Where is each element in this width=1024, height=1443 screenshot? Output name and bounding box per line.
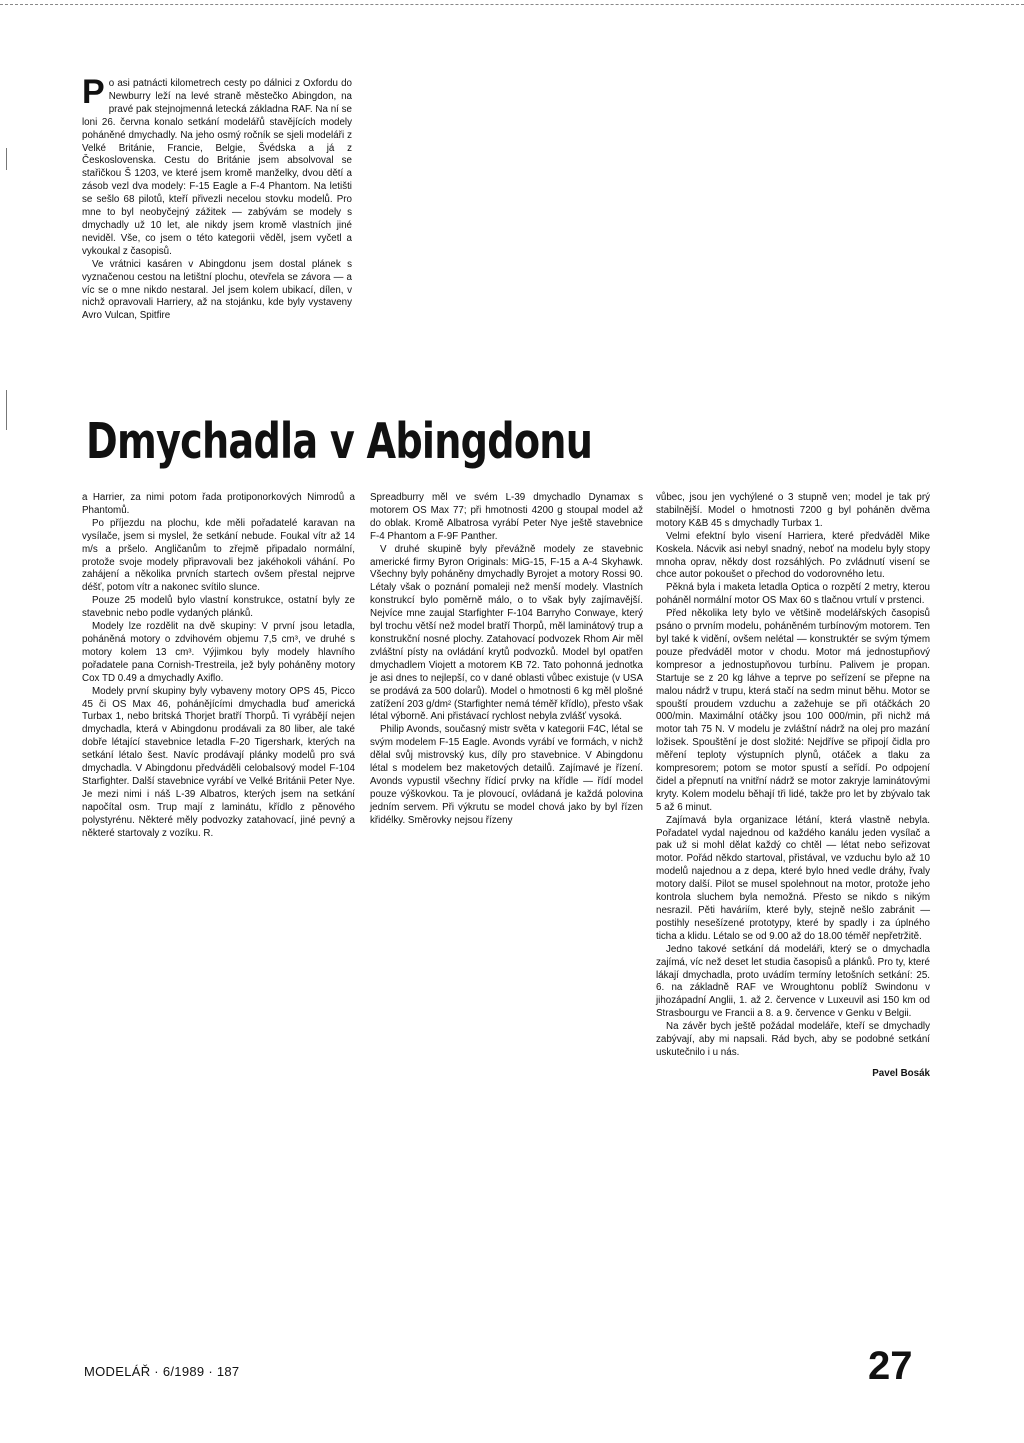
magazine-footer: MODELÁŘ · 6/1989 · 187 — [84, 1364, 240, 1379]
paragraph: V druhé skupině byly převážně modely ze stavebnic americké firmy Byron Originals: MiG-15, F-15 a A-4 Skyhawk. Všechny byly poháněny dmychadly Byrojet a motory Rossi 90. Létaly však o poznání pomaleji než menší modely. Vlastních konstrukcí bylo poměrně málo, o to však byly zajímavější. Nejvíce mne zaujal Starfighter F-104 Barryho Conwaye, který byl trochu větší než model bratří Thorpů, měl laminátový trup a konstrukční nosné plochy. Zatahovací podvozek Rhom Air měl zvláštní písty na ovládání krytů podvozků. Model byl opatřen dmychadlem Viojett a motorem KB 72. Tato pohonná jednotka je asi dnes to nejlepší, co v dané oblasti vůbec existuje (v USA se prodává za 500 dolarů). Model o hmotnosti 6 kg měl plošné zatížení 203 g/dm² (Starfighter nemá téměř křídlo), přesto však létal výborně. Ani přistávací rychlost nebyla zvlášť vysoká. — [370, 543, 643, 723]
page-number: 27 — [868, 1344, 913, 1388]
paragraph: Spreadburry měl ve svém L-39 dmychadlo Dynamax s motorem OS Max 77; při hmotnosti 4200 g stoupal model až do oblak. Kromě Albatrosa vyrábí Peter Nye ještě stavebnice F-4 Phantom a F-9F Panther. — [370, 492, 643, 542]
column-3 — [656, 492, 930, 1081]
article-title: Dmychadla v Abingdonu — [86, 413, 593, 470]
intro-paragraph-text: o asi patnácti kilometrech cesty po dálnici z Oxfordu do Newburry leží na levé straně městečko Abingdon, na pravé pak stejnojmenná letecká základna RAF. Na ní se loni 26. června konalo setkání modelářů stavějících modely poháněné dmychadly. Na jeho osmý ročník se sjeli modeláři z Velké Británie, Francie, Belgie, Švédska a já z Československa. Cestu do Británie jsem absolvoval se stařičkou Š 1203, ve které jsem kromě manželky, dvou dětí a zásob vezl dva modely: F-15 Eagle a F-4 Phantom. Na letišti se sešlo 68 pilotů, kteří přivezli necelou stovku modelů. Pro mne to byl neobyčejný zážitek — zabývám se modely s dmychadly už 10 let, ale nikdy jsem kromě vlastních jiné neviděl. Vše, co jsem o této kategorii věděl, jsem vyčetl a vykoukal z časopisů. — [82, 78, 352, 257]
paragraph: Philip Avonds, současný mistr světa v kategorii F4C, létal se svým modelem F-15 Eagle. Avonds vyrábí ve formách, v nichž dělal svůj mistrovský kus, díly pro stavebnice. V Abingdonu létal s modelem bez maketových detailů. Zajímavé je řízení. Avonds vypustil všechny řídicí prvky na křídle — řídí model pouze výškovkou. Ta je plovoucí, ovládaná je každá polovina jedním servem. Při výkrutu se model chová jako by byl řízen křidélky. Směrovky nejsou řízeny — [370, 724, 643, 826]
intro-paragraph — [82, 73, 352, 259]
margin-mark — [6, 148, 7, 170]
author-signature: Pavel Bosák — [872, 1067, 930, 1079]
top-rule — [0, 4, 1024, 5]
paragraph: Modely první skupiny byly vybaveny motory OPS 45, Picco 45 či OS Max 46, pohánějícími dmychadla buď americká Turbax 1, nebo britská Thorjet bratří Thorpů. Ti vyrábějí nejen dmychadla, která v Abingdonu prodávali za 80 liber, ale také dobře létající stavebnice letadla F-20 Tigershark, kterých na setkání létalo šest. Navíc prodávají plánky modelů pro svá dmychadla. V Abingdonu předváděli celobalsový model F-104 Starfighter. Další stavebnice vyrábí ve Velké Británii Peter Nye. Je mezi nimi i náš L-39 Albatros, kterých jsem na setkání napočítal osm. Trup mají z laminátu, křídlo z pěnového polystyrénu. Některé měly podvozky zatahovací, jiné pevný a některé startovaly z vozíku. R. — [82, 685, 355, 839]
paragraph: Po příjezdu na plochu, kde měli pořadatelé karavan na vysílače, jsem si myslel, že setkání nebude. Foukal vítr až 14 m/s a pršelo. Angličanům to zřejmě připadalo normální, protože svoje modely připravovali bez jakéhokoli váhání. Po zahájení a několika prvních startech ovšem přestal nejprve déšť, potom vítr a nakonec svítilo slunce. — [82, 517, 355, 594]
paragraph: Před několika lety bylo ve většině modelářských časopisů psáno o prvním modelu, poháněném turbínovým motorem. Ten byl také k vidění, ovšem nelétal — konstruktér se svým týmem pouze předváděl motor v chodu. Motor má jednostupňový kompresor a jednostupňovou turbínu. Palivem je propan. Startuje se z 20 kg láhve a teprve po seřízení se přepne na malou nádrž v trupu, která stačí na sedm minut běhu. Motor se spouští proudem vzduchu a zažehuje se při otáčkách 20 000/min. Maximální otáčky jsou 100 000/min, při nichž má motor tah 75 N. V modelu je zvláštní nádrž na olej pro mazání ložisek. Spouštění je dost složité: Nejdříve se připojí čidla pro měření teploty výstupních plynů, otáček a tlaku za kompresorem; potom se motor spustí a seřídí. Po odpojení čidel a přepnutí na vnitřní nádrž se motor zakryje laminátovými kryty. Kolem modelu běhají tři lidé, takže pro let by zbývalo tak 5 až 6 minut. — [656, 608, 930, 813]
margin-mark — [6, 390, 7, 430]
paragraph: Modely lze rozdělit na dvě skupiny: V první jsou letadla, poháněná motory o zdvihovém objemu 7,5 cm³, ve druhé s motory kolem 13 cm³. Výjimkou byly modely hlavního pořadatele pana Cornish-Trestreila, jež byly poháněny motory Cox TD 0.49 a dmychadly Axiflo. — [82, 621, 355, 684]
paragraph: Jedno takové setkání dá modeláři, který se o dmychadla zajímá, víc než deset let studia časopisů a plánků. Pro ty, které lákají dmychadla, proto uvádím termíny letošních setkání: 25. 6. na základně RAF ve Wroughtonu poblíž Swindonu v jihozápadní Anglii, 1. až 2. července v Luxeuvil asi 150 km od Strasbourgu ve Francii a 8. a 9. července v Genku v Belgii. — [656, 943, 930, 1020]
drop-cap: P — [82, 73, 105, 111]
paragraph: a Harrier, za nimi potom řada protiponorkových Nimrodů a Phantomů. — [82, 492, 355, 516]
column-1 — [82, 492, 355, 840]
intro-text — [82, 73, 352, 323]
paragraph: Pěkná byla i maketa letadla Optica o rozpětí 2 metry, kterou poháněl normální motor OS Max 60 s tlačnou vrtulí v prstenci. — [656, 582, 930, 607]
paragraph: vůbec, jsou jen vychýlené o 3 stupně ven; model je tak prý stabilnější. Model o hmotnosti 7200 g byl poháněn dvěma motory K&B 45 s dmychadly Turbax 1. — [656, 492, 930, 529]
paragraph: Pouze 25 modelů bylo vlastní konstrukce, ostatní byly ze stavebnic nebo podle vydaných plánků. — [82, 595, 355, 620]
paragraph: Na závěr bych ještě požádal modeláře, kteří se dmychadly zabývají, aby mi napsali. Rád bych, aby se podobné setkání uskutečnilo i u nás. — [656, 1021, 930, 1058]
paragraph: Zajímavá byla organizace létání, která vlastně nebyla. Pořadatel vydal najednou od každého kanálu jeden vysílač a pak už si mohl dělat každý co chtěl — létat nebo seřizovat motor. Pořád někdo startoval, přistával, ve vzduchu bylo až 10 modelů najednou a z depa, které bylo hned vedle dráhy, řvaly motory další. Pilot se musel spolehnout na motor, protože jeho kontrola sluchem byla nemožná. Přesto se nikdo s nikým nesrazil. Pěti haváriím, které byly, stejně nešlo zabránit — postihly nesešízené prototypy, které by spadly i za úplného ticha a klidu. Létalo se od 9.00 až do 18.00 téměř nepřetržitě. — [656, 814, 930, 942]
column-2 — [370, 492, 643, 828]
paragraph: Velmi efektní bylo visení Harriera, které předváděl Mike Koskela. Nácvik asi nebyl snadný, neboť na modelu byly stopy mnoha oprav, někdy dost rozsáhlých. Po zvládnutí visení se chce autor pokoušet o přechod do vodorovného letu. — [656, 530, 930, 581]
intro-paragraph: Ve vrátnici kasáren v Abingdonu jsem dostal plánek s vyznačenou cestou na letištní plochu, otevřela se závora — a víc se o mne nikdo nestaral. Jel jsem kolem ubikací, dílen, v nichž opravovali Harriery, až na stojánku, kde byly vystaveny Avro Vulcan, Spitfire — [82, 258, 352, 322]
